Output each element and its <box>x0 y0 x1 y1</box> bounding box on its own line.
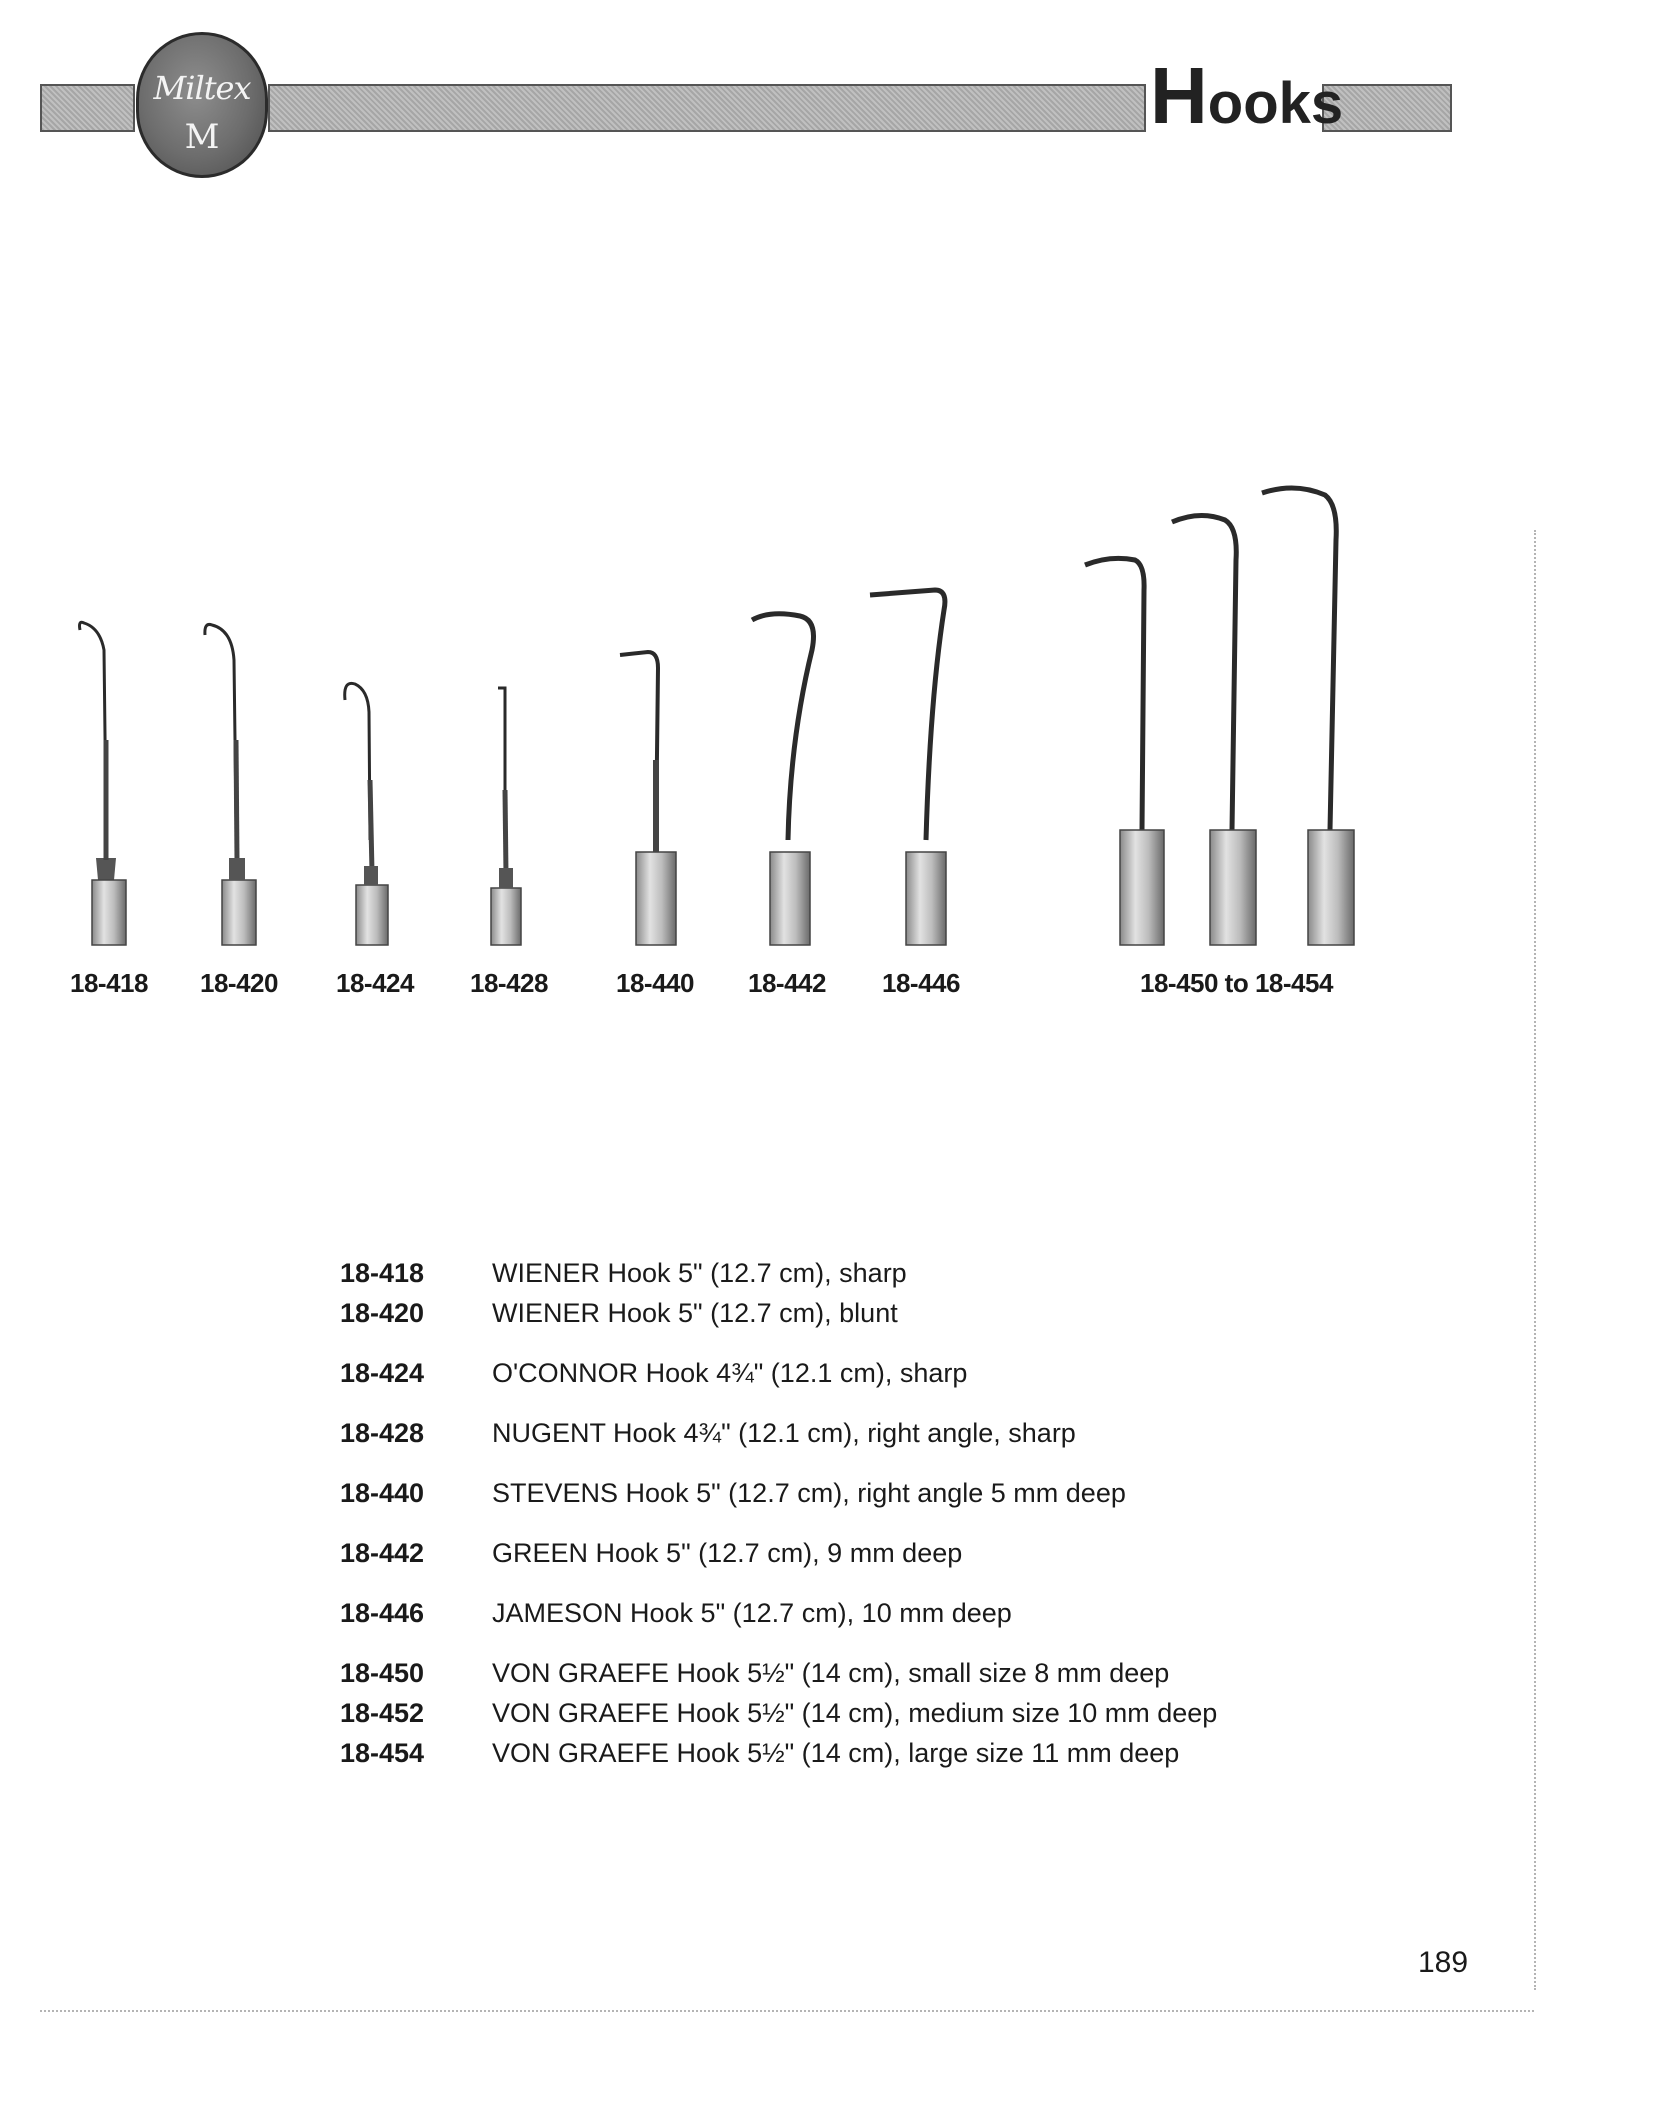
section-title <box>1150 51 1344 140</box>
item-code: 18-446 <box>340 1598 425 1628</box>
figure-label: 18-446 <box>882 968 960 998</box>
item-code: 18-428 <box>340 1418 425 1448</box>
figure-label: 18-418 <box>70 968 148 998</box>
item-code: 18-452 <box>340 1698 425 1728</box>
catalog-item <box>340 1478 1126 1509</box>
header-band-middle <box>268 84 1146 132</box>
item-description: VON GRAEFE Hook 5½" (14 cm), medium size 10 mm deep <box>492 1698 1218 1728</box>
item-code: 18-418 <box>340 1258 425 1288</box>
item-description: STEVENS Hook 5" (12.7 cm), right angle 5 mm deep <box>492 1478 1126 1508</box>
bottom-edge-rule <box>40 2010 1534 2012</box>
item-description: NUGENT Hook 4¾" (12.1 cm), right angle, sharp <box>492 1418 1076 1448</box>
hook-18-428-icon <box>491 688 521 945</box>
item-code: 18-440 <box>340 1478 425 1508</box>
catalog-item <box>340 1418 1076 1449</box>
figure-label: 18-442 <box>748 968 826 998</box>
catalog-item <box>340 1598 1012 1629</box>
hook-18-454-icon <box>1262 488 1354 945</box>
logo-monogram: M <box>184 117 220 157</box>
item-code: 18-454 <box>340 1738 425 1768</box>
hook-instruments-illustration <box>0 480 1520 950</box>
item-code: 18-450 <box>340 1658 425 1688</box>
item-description: VON GRAEFE Hook 5½" (14 cm), large size 11 mm deep <box>492 1738 1180 1768</box>
page-number: 189 <box>1418 1946 1469 1979</box>
item-description: VON GRAEFE Hook 5½" (14 cm), small size 8 mm deep <box>492 1658 1170 1688</box>
miltex-logo <box>136 32 268 178</box>
catalog-item <box>340 1538 962 1569</box>
right-edge-rule <box>1534 530 1536 1990</box>
section-title-initial: H <box>1150 51 1208 140</box>
item-description: O'CONNOR Hook 4¾" (12.1 cm), sharp <box>492 1358 968 1388</box>
hook-18-440-icon <box>620 652 676 945</box>
figure-label: 18-420 <box>200 968 278 998</box>
hook-18-442-icon <box>752 614 814 945</box>
hook-18-446-icon <box>870 590 946 945</box>
figure-label: 18-440 <box>616 968 694 998</box>
header-band-left <box>40 84 135 132</box>
catalog-item <box>340 1658 1169 1689</box>
figure-label: 18-424 <box>336 968 414 998</box>
catalog-item <box>340 1698 1217 1729</box>
catalog-item <box>340 1738 1179 1769</box>
figure-label: 18-428 <box>470 968 548 998</box>
catalog-item <box>340 1298 898 1329</box>
hook-18-450-icon <box>1085 558 1164 945</box>
logo-script-text: Miltex <box>153 69 251 107</box>
catalog-item <box>340 1358 967 1389</box>
catalog-item <box>340 1258 907 1289</box>
item-description: WIENER Hook 5" (12.7 cm), sharp <box>492 1258 907 1288</box>
item-code: 18-442 <box>340 1538 425 1568</box>
item-description: JAMESON Hook 5" (12.7 cm), 10 mm deep <box>492 1598 1012 1628</box>
item-code: 18-420 <box>340 1298 425 1328</box>
item-code: 18-424 <box>340 1358 425 1388</box>
hook-18-418-icon <box>80 622 127 945</box>
hook-18-420-icon <box>205 624 256 945</box>
hook-18-452-icon <box>1172 515 1256 945</box>
section-title-rest: ooks <box>1207 71 1344 136</box>
item-description: WIENER Hook 5" (12.7 cm), blunt <box>492 1298 898 1328</box>
item-description: GREEN Hook 5" (12.7 cm), 9 mm deep <box>492 1538 963 1568</box>
hook-18-424-icon <box>345 683 388 945</box>
figure-label: 18-450 to 18-454 <box>1140 968 1333 998</box>
